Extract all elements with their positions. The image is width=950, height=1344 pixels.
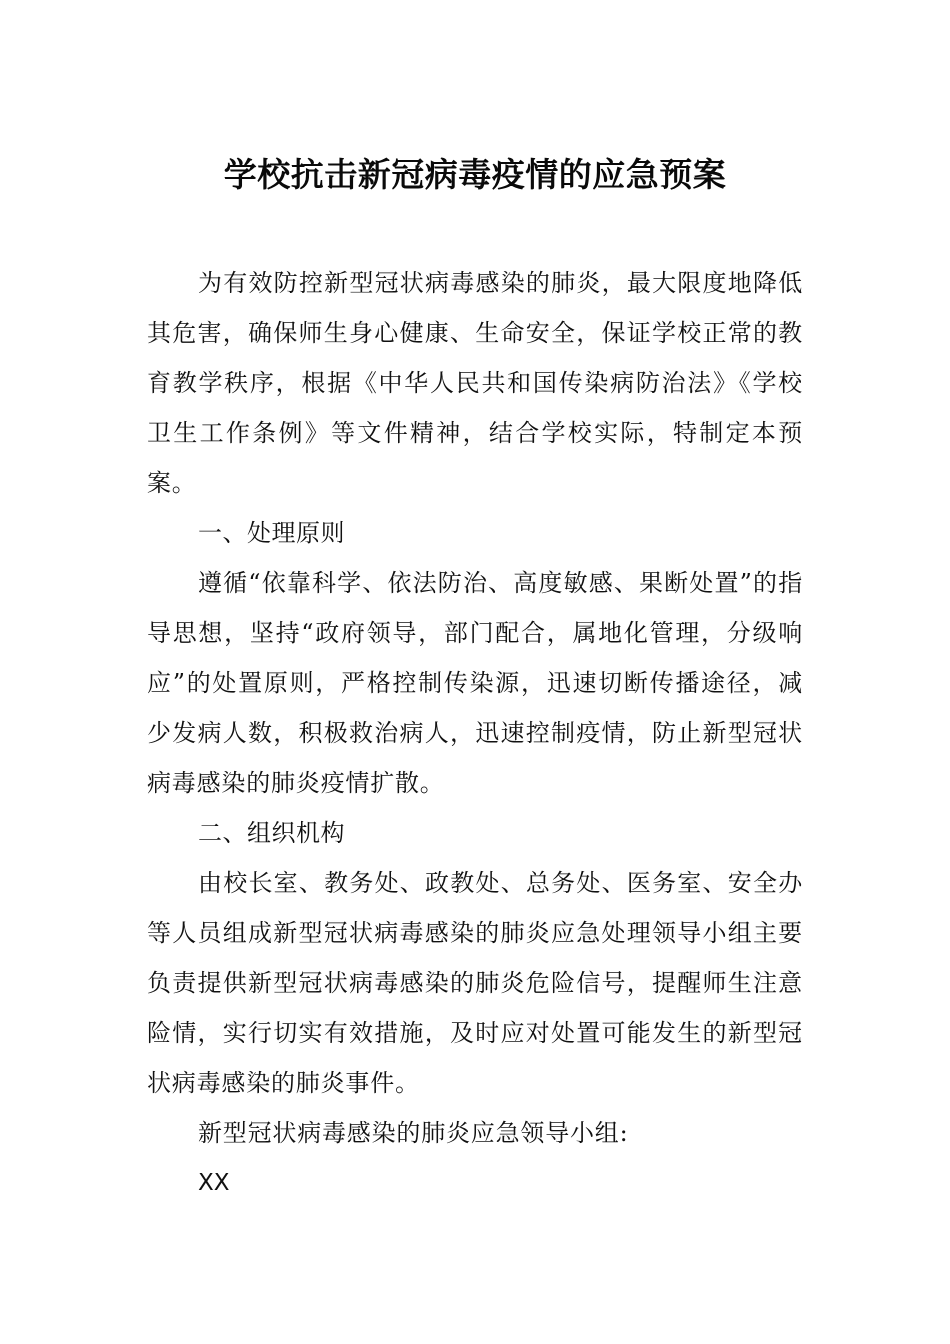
leadership-group-label: 新型冠状病毒感染的肺炎应急领导小组: — [198, 1119, 629, 1147]
section-heading-organization: 二、组织机构 — [198, 819, 345, 847]
document-body — [147, 258, 803, 1208]
intro-paragraph: 为有效防控新型冠状病毒感染的肺炎，最大限度地降低其危害，确保师生身心健康、生命安全，保证学校正常的教育教学秩序，根据《中华人民共和国传染病防治法》《学校卫生工作条例》等文件精神，结合学校实际，特制定本预案。 — [147, 269, 803, 497]
section-heading-principles: 一、处理原则 — [198, 519, 345, 547]
document-title: 学校抗击新冠病毒疫情的应急预案 — [223, 155, 727, 195]
leadership-group-member: XX — [198, 1170, 230, 1196]
principles-paragraph: 遵循“依靠科学、依法防治、高度敏感、果断处置”的指导思想，坚持“政府领导，部门配合，属地化管理，分级响应”的处置原则，严格控制传染源，迅速切断传播途径，减少发病人数，积极救治病人，迅速控制疫情，防止新型冠状病毒感染的肺炎疫情扩散。 — [147, 569, 803, 797]
organization-paragraph: 由校长室、教务处、政教处、总务处、医务室、安全办等人员组成新型冠状病毒感染的肺炎应急处理领导小组主要负责提供新型冠状病毒感染的肺炎危险信号，提醒师生注意险情，实行切实有效措施，及时应对处置可能发生的新型冠状病毒感染的肺炎事件。 — [147, 869, 803, 1097]
